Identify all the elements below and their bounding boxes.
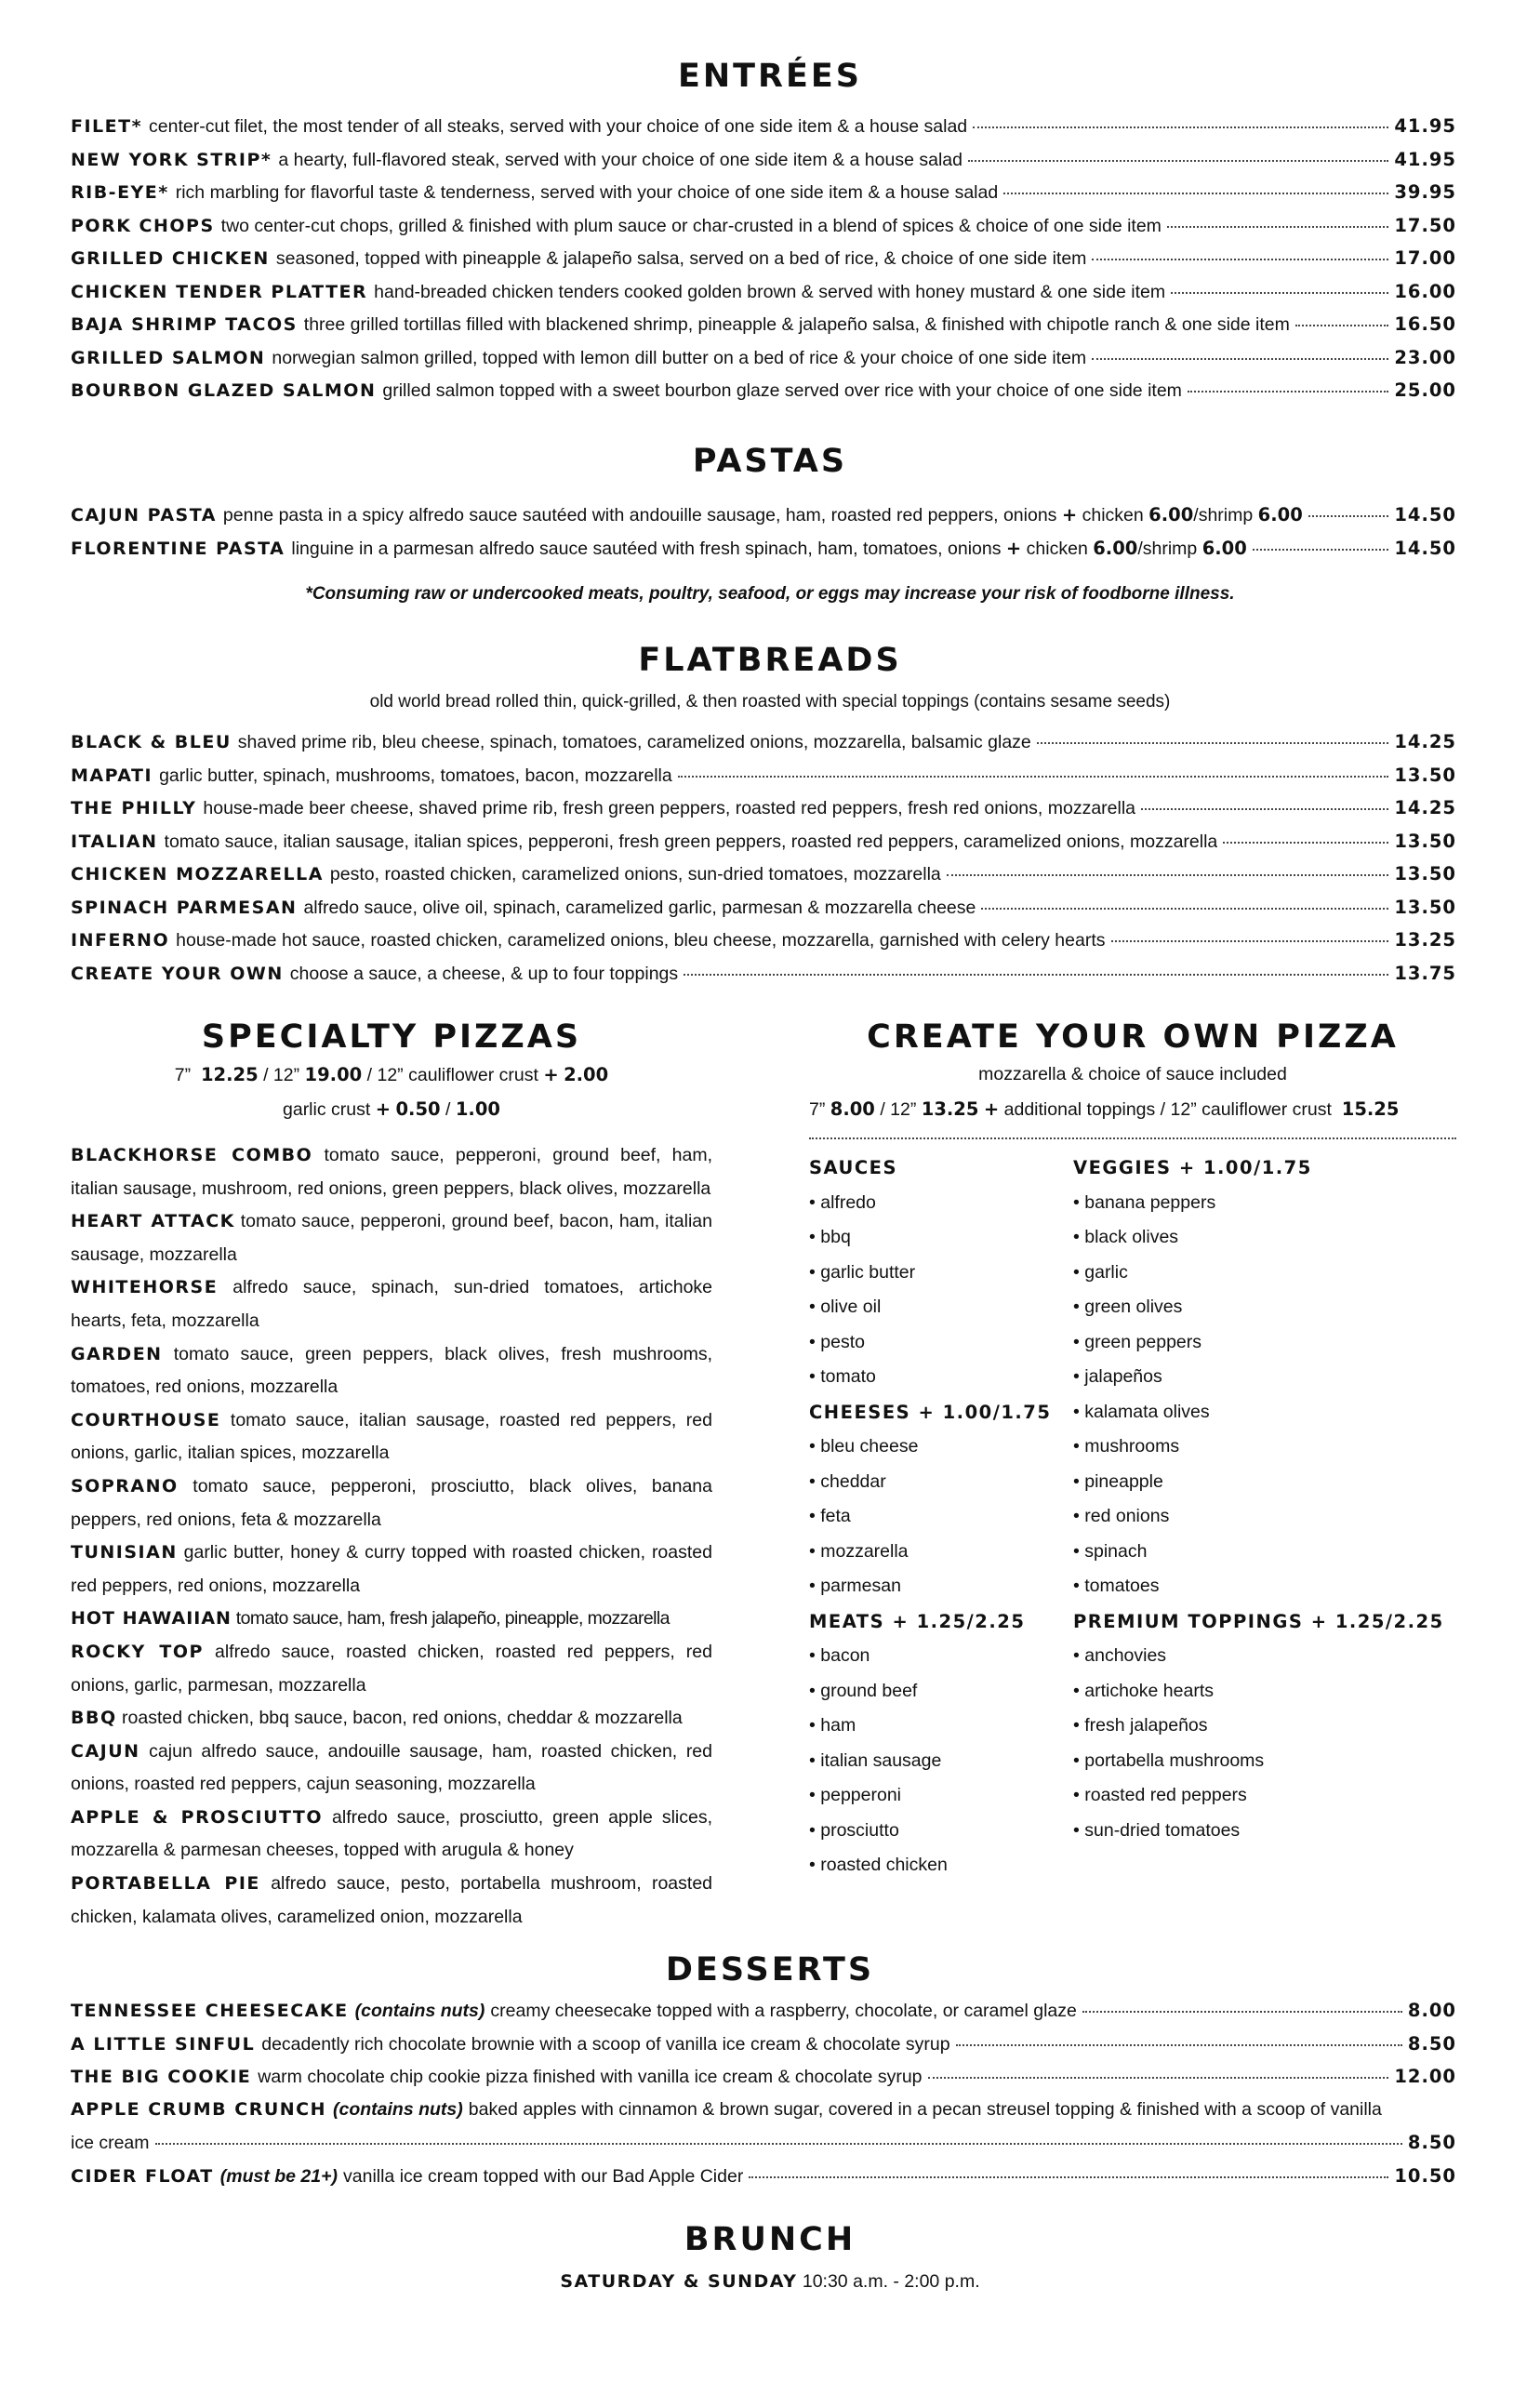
create-your-own-pizza <box>809 1017 1456 1895</box>
menu-row: MAPATI garlic butter, spinach, mushrooms, tomatoes, bacon, mozzarella 13.50 <box>71 764 1456 786</box>
flatbreads-subtitle: old world bread rolled thin, quick-grilled, & then roasted with special toppings (contains sesame seeds) <box>369 692 1171 712</box>
topping-item: • bacon <box>809 1639 1051 1674</box>
brunch-hours: SATURDAY & SUNDAY 10:30 a.m. - 2:00 p.m. <box>560 2271 980 2292</box>
topping-item: • green olives <box>1073 1290 1444 1325</box>
pizza-item: HEART ATTACK tomato sauce, pepperoni, ground beef, bacon, ham, italian sausage, mozzarella <box>71 1211 712 1265</box>
pizza-item: ROCKY TOP alfredo sauce, roasted chicken, roasted red peppers, red onions, garlic, parmesan, mozzarella <box>71 1641 712 1696</box>
topping-item: • pineapple <box>1073 1465 1444 1500</box>
menu-row: PORK CHOPS two center-cut chops, grilled & finished with plum sauce or char-crusted in a blend of spices & choice of one side item 17.50 <box>71 214 1456 236</box>
topping-item: • cheddar <box>809 1465 1051 1500</box>
divider <box>809 1137 1456 1139</box>
create-pizza-title: CREATE YOUR OWN PIZZA <box>867 1018 1399 1056</box>
menu-row: FLORENTINE PASTA linguine in a parmesan alfredo sauce sautéed with fresh spinach, ham, tomatoes, onions + chicken 6.00/shrimp 6.00 14.50 <box>71 537 1456 559</box>
desserts-title: DESSERTS <box>665 1951 875 1989</box>
topping-item: • tomato <box>809 1360 1051 1395</box>
topping-item: • sun-dried tomatoes <box>1073 1814 1444 1849</box>
topping-item: • mozzarella <box>809 1535 1051 1570</box>
topping-item: • garlic <box>1073 1256 1444 1291</box>
menu-row: CHICKEN MOZZARELLA pesto, roasted chicken, caramelized onions, sun-dried tomatoes, mozzarella 13.50 <box>71 863 1456 885</box>
pizza-item: APPLE & PROSCIUTTO alfredo sauce, prosciutto, green apple slices, mozzarella & parmesan cheeses, topped with arugula & honey <box>71 1806 712 1861</box>
menu-row: APPLE CRUMB CRUNCH (contains nuts) baked apples with cinnamon & brown sugar, covered in a pecan streusel topping & finished with a scoop of vanilla <box>71 2098 1382 2120</box>
meats-header: MEATS + 1.25/2.25 <box>809 1610 1026 1632</box>
menu-row: BLACK & BLEU shaved prime rib, bleu cheese, spinach, tomatoes, caramelized onions, mozzarella, balsamic glaze 14.25 <box>71 731 1456 752</box>
menu-row: ice cream 8.50 <box>71 2132 1456 2153</box>
menu-row: INFERNO house-made hot sauce, roasted chicken, caramelized onions, bleu cheese, mozzarella, garnished with celery hearts 13.25 <box>71 929 1456 951</box>
menu-row: RIB-EYE* rich marbling for flavorful taste & tenderness, served with your choice of one side item & a house salad 39.95 <box>71 181 1456 203</box>
pizza-item: COURTHOUSE tomato sauce, italian sausage, roasted red peppers, red onions, garlic, italian spices, mozzarella <box>71 1409 712 1464</box>
pizza-item: SOPRANO tomato sauce, pepperoni, prosciutto, black olives, banana peppers, red onions, feta & mozzarella <box>71 1475 713 1530</box>
entrees-list <box>71 115 1456 413</box>
veggies-header: VEGGIES + 1.00/1.75 <box>1073 1157 1312 1178</box>
menu-row: CREATE YOUR OWN choose a sauce, a cheese, & up to four toppings 13.75 <box>71 962 1456 984</box>
topping-item: • olive oil <box>809 1290 1051 1325</box>
pizza-item: BBQ roasted chicken, bbq sauce, bacon, red onions, cheddar & mozzarella <box>71 1708 683 1729</box>
menu-row: FILET* center-cut filet, the most tender of all steaks, served with your choice of one side item & a house salad 41.95 <box>71 115 1456 137</box>
toppings-left-column <box>809 1151 1051 1883</box>
menu-row: SPINACH PARMESAN alfredo sauce, olive oil, spinach, caramelized garlic, parmesan & mozzarella cheese 13.50 <box>71 896 1456 918</box>
specialty-pizzas <box>71 1017 712 1934</box>
topping-item: • ground beef <box>809 1674 1051 1709</box>
foodborne-note: *Consuming raw or undercooked meats, poultry, seafood, or eggs may increase your risk of foodborne illness. <box>305 584 1235 604</box>
topping-item: • spinach <box>1073 1535 1444 1570</box>
topping-item: • alfredo <box>809 1186 1051 1221</box>
topping-item: • black olives <box>1073 1220 1444 1256</box>
topping-item: • italian sausage <box>809 1744 1051 1779</box>
menu-row: TENNESSEE CHEESECAKE (contains nuts) creamy cheesecake topped with a raspberry, chocolate, or caramel glaze 8.00 <box>71 2000 1456 2021</box>
flatbreads-title: FLATBREADS <box>638 642 902 679</box>
menu-row: THE PHILLY house-made beer cheese, shaved prime rib, fresh green peppers, roasted red peppers, fresh red onions, mozzarella 14.25 <box>71 797 1456 818</box>
topping-item: • bbq <box>809 1220 1051 1256</box>
topping-item: • mushrooms <box>1073 1430 1444 1465</box>
topping-item: • garlic butter <box>809 1256 1051 1291</box>
sauces-header: SAUCES <box>809 1157 898 1178</box>
topping-item: • fresh jalapeños <box>1073 1709 1444 1744</box>
menu-row: A LITTLE SINFUL decadently rich chocolate brownie with a scoop of vanilla ice cream & chocolate syrup 8.50 <box>71 2032 1456 2055</box>
topping-item: • tomatoes <box>1073 1569 1444 1604</box>
entrees-title: ENTRÉES <box>677 58 863 95</box>
pizza-item: CAJUN cajun alfredo sauce, andouille sausage, ham, roasted chicken, red onions, roasted red peppers, cajun seasoning, mozzarella <box>71 1740 712 1795</box>
pizza-section <box>71 1017 1456 1947</box>
pizza-item: HOT HAWAIIAN tomato sauce, ham, fresh jalapeño, pineapple, mozzarella <box>71 1608 670 1629</box>
topping-item: • roasted red peppers <box>1073 1778 1444 1814</box>
create-pizza-subtitle: mozzarella & choice of sauce included <box>978 1064 1287 1084</box>
pizza-item: TUNISIAN garlic butter, honey & curry topped with roasted chicken, roasted red peppers, red onions, mozzarella <box>71 1542 712 1596</box>
pizza-item: GARDEN tomato sauce, green peppers, black olives, fresh mushrooms, tomatoes, red onions, mozzarella <box>71 1343 712 1398</box>
cheeses-header: CHEESES + 1.00/1.75 <box>809 1401 1052 1423</box>
topping-item: • jalapeños <box>1073 1360 1444 1395</box>
specialty-garlic-crust: garlic crust + 0.50 / 1.00 <box>283 1098 500 1120</box>
menu-row: CHICKEN TENDER PLATTER hand-breaded chicken tenders cooked golden brown & served with honey mustard & one side item 16.00 <box>71 280 1456 302</box>
topping-item: • parmesan <box>809 1569 1051 1604</box>
topping-item: • pesto <box>809 1325 1051 1361</box>
toppings-right-column <box>1073 1151 1444 1848</box>
premium-toppings-header: PREMIUM TOPPINGS + 1.25/2.25 <box>1073 1610 1444 1632</box>
specialty-title: SPECIALTY PIZZAS <box>201 1018 582 1056</box>
pizza-item: WHITEHORSE alfredo sauce, spinach, sun-dried tomatoes, artichoke hearts, feta, mozzarella <box>71 1277 713 1331</box>
menu-row: CAJUN PASTA penne pasta in a spicy alfredo sauce sautéed with andouille sausage, ham, roasted red peppers, onions + chicken 6.00/shrimp 6.00 14.50 <box>71 504 1456 525</box>
topping-item: • feta <box>809 1499 1051 1535</box>
brunch-title: BRUNCH <box>684 2221 856 2258</box>
topping-item: • prosciutto <box>809 1814 1051 1849</box>
menu-row: BOURBON GLAZED SALMON grilled salmon topped with a sweet bourbon glaze served over rice with your choice of one side item 25.00 <box>71 379 1456 401</box>
topping-item: • anchovies <box>1073 1639 1444 1674</box>
pizza-item: PORTABELLA PIE alfredo sauce, pesto, portabella mushroom, roasted chicken, kalamata olives, caramelized onion, mozzarella <box>71 1873 713 1927</box>
topping-item: • banana peppers <box>1073 1186 1444 1221</box>
topping-item: • kalamata olives <box>1073 1395 1444 1430</box>
topping-item: • bleu cheese <box>809 1430 1051 1465</box>
specialty-list <box>71 1139 712 1934</box>
specialty-pricing: 7” 12.25 / 12” 19.00 / 12” cauliflower crust + 2.00 <box>174 1064 609 1085</box>
flatbreads-list <box>71 731 1456 995</box>
topping-item: • artichoke hearts <box>1073 1674 1444 1709</box>
topping-item: • green peppers <box>1073 1325 1444 1361</box>
pastas-list <box>71 504 1456 570</box>
menu-row: BAJA SHRIMP TACOS three grilled tortillas filled with blackened shrimp, pineapple & jalapeño salsa, & finished with chipotle ranch & one side item 16.50 <box>71 313 1456 335</box>
topping-item: • portabella mushrooms <box>1073 1744 1444 1779</box>
topping-item: • red onions <box>1073 1499 1444 1535</box>
pizza-item: BLACKHORSE COMBO tomato sauce, pepperoni, ground beef, ham, italian sausage, mushroom, red onions, green peppers, black olives, mozzarella <box>71 1145 712 1199</box>
pastas-title: PASTAS <box>692 443 848 480</box>
menu-row: THE BIG COOKIE warm chocolate chip cookie pizza finished with vanilla ice cream & chocolate syrup 12.00 <box>71 2066 1456 2087</box>
menu-row: NEW YORK STRIP* a hearty, full-flavored steak, served with your choice of one side item & a house salad 41.95 <box>71 148 1456 170</box>
topping-item: • roasted chicken <box>809 1848 1051 1883</box>
desserts-list <box>71 2000 1456 2198</box>
menu-row: CIDER FLOAT (must be 21+) vanilla ice cream topped with our Bad Apple Cider 10.50 <box>71 2164 1456 2187</box>
topping-item: • ham <box>809 1709 1051 1744</box>
create-pizza-pricing: 7” 8.00 / 12” 13.25 + additional toppings / 12” cauliflower crust 15.25 <box>809 1098 1400 1120</box>
menu-row: GRILLED CHICKEN seasoned, topped with pineapple & jalapeño salsa, served on a bed of rice, & choice of one side item 17.00 <box>71 247 1456 269</box>
topping-item: • pepperoni <box>809 1778 1051 1814</box>
menu-row: GRILLED SALMON norwegian salmon grilled, topped with lemon dill butter on a bed of rice & your choice of one side item 23.00 <box>71 346 1456 368</box>
menu-row: ITALIAN tomato sauce, italian sausage, italian spices, pepperoni, fresh green peppers, roasted red peppers, caramelized onions, mozzarella 13.50 <box>71 830 1456 852</box>
